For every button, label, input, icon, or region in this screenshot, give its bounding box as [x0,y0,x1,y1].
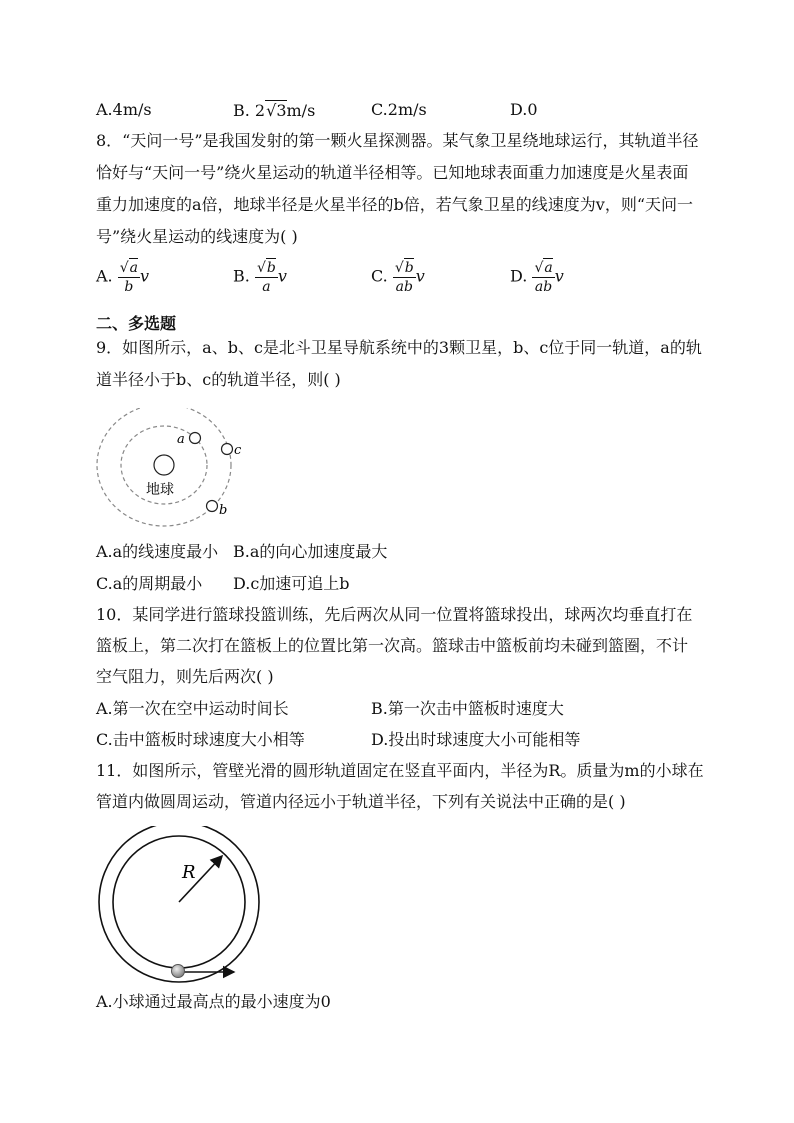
q7-option-b [233,100,315,121]
q8-option-c-numerator: b [404,260,414,276]
q8-option-c-velocity: v [415,266,425,286]
q8-option-c-denominator: ab [395,279,413,295]
satellite-b-label: b [219,503,228,518]
q8-option-d-velocity: v [554,266,564,286]
satellite-c-label: c [234,443,242,458]
q8-option-d [510,258,564,296]
q8-option-a-fraction: $\frac{√a}{b}$ [119,260,139,295]
q11-stem-line-2: 管道内做圆周运动，管道内径远小于轨道半径，下列有关说法中正确的是( ) [96,792,626,811]
q8-option-b-numerator: b [266,260,276,276]
q10-stem-line-1: 10．某同学进行篮球投篮训练，先后两次从同一位置将篮球投出，球两次均垂直打在 [96,605,693,624]
q11-stem-line-1: 11．如图所示，管壁光滑的圆形轨道固定在竖直平面内，半径为R。质量为m的小球在 [96,761,704,780]
q9-option-d: D.c加速可追上b [233,574,350,593]
q9-option-c: C.a的周期最小 [96,574,203,593]
satellite-a-label: a [177,432,185,447]
q11-tube-figure [96,826,268,986]
q8-option-c [371,258,425,296]
q8-stem-line-3: 重力加速度的a倍，地球半径是火星半径的b倍，若气象卫星的线速度为v，则“天问一 [96,195,694,214]
q9-option-b: B.a的向心加速度最大 [233,542,388,561]
q9-option-a: A.a的线速度最小 [96,542,219,561]
q8-option-b-label: B. [233,266,250,286]
q8-option-b [233,258,287,296]
q8-option-b-denominator: a [262,279,271,295]
satellite-c [222,444,233,455]
q9-orbit-figure [94,408,264,534]
q8-option-b-fraction: $\frac{√b}{a}$ [256,260,276,295]
q8-stem-line-4: 号”绕火星运动的线速度为( ) [96,227,298,246]
q8-option-c-fraction: $\frac{√b}{ab}$ [394,260,414,295]
q9-stem-line-1: 9．如图所示，a、b、c是北斗卫星导航系统中的3颗卫星，b、c位于同一轨道，a的轨 [96,338,702,357]
q10-stem-line-3: 空气阻力，则先后两次( ) [96,667,274,686]
q10-option-c: C.击中篮板时球速度大小相等 [96,730,305,749]
q8-option-d-denominator: ab [534,279,553,295]
q7-option-d: D.0 [510,100,538,119]
q10-option-a: A.第一次在空中运动时间长 [96,699,289,718]
q8-option-a-numerator: a [129,260,139,276]
tube-outer-wall [99,826,259,982]
radius-label: R [182,862,196,883]
q8-option-a-velocity: v [140,266,150,286]
q8-stem-line-1: 8．“天问一号”是我国发射的第一颗火星探测器。某气象卫星绕地球运行，其轨道半径 [96,131,699,150]
earth-label: 地球 [146,482,174,498]
q7-option-b-prefix: B. 2 [233,101,266,120]
q7-option-b-radicand: 3 [276,101,287,120]
q8-option-a-label: A. [96,266,113,286]
q8-option-d-label: D. [510,266,528,286]
q7-option-c: C.2m/s [371,100,427,119]
q7-option-b-sqrt: √3 [266,101,287,120]
q10-option-b: B.第一次击中篮板时速度大 [371,699,564,718]
q7-option-a: A.4m/s [96,100,152,119]
q8-option-b-velocity: v [277,266,287,286]
q11-option-a: A.小球通过最高点的最小速度为0 [96,992,331,1011]
q8-option-a-denominator: b [124,279,134,295]
satellite-b [207,501,218,512]
earth-circle [154,455,174,475]
q8-option-d-numerator: a [544,260,553,276]
ball [172,965,185,978]
q8-option-d-fraction: $\frac{√a}{ab}$ [534,260,553,295]
q10-option-d: D.投出时球速度大小可能相等 [371,730,581,749]
q7-option-b-unit: m/s [286,101,316,120]
section-heading: 二、多选题 [96,314,177,333]
q8-option-a [96,258,149,296]
q10-stem-line-2: 篮板上，第二次打在篮板上的位置比第一次高。篮球击中篮板前均未碰到篮圈，不计 [96,636,689,655]
q8-stem-line-2: 恰好与“天问一号”绕火星运动的轨道半径相等。已知地球表面重力加速度是火星表面 [96,163,689,182]
q9-stem-line-2: 道半径小于b、c的轨道半径，则( ) [96,370,341,389]
satellite-a [190,433,201,444]
q8-option-c-label: C. [371,266,388,286]
